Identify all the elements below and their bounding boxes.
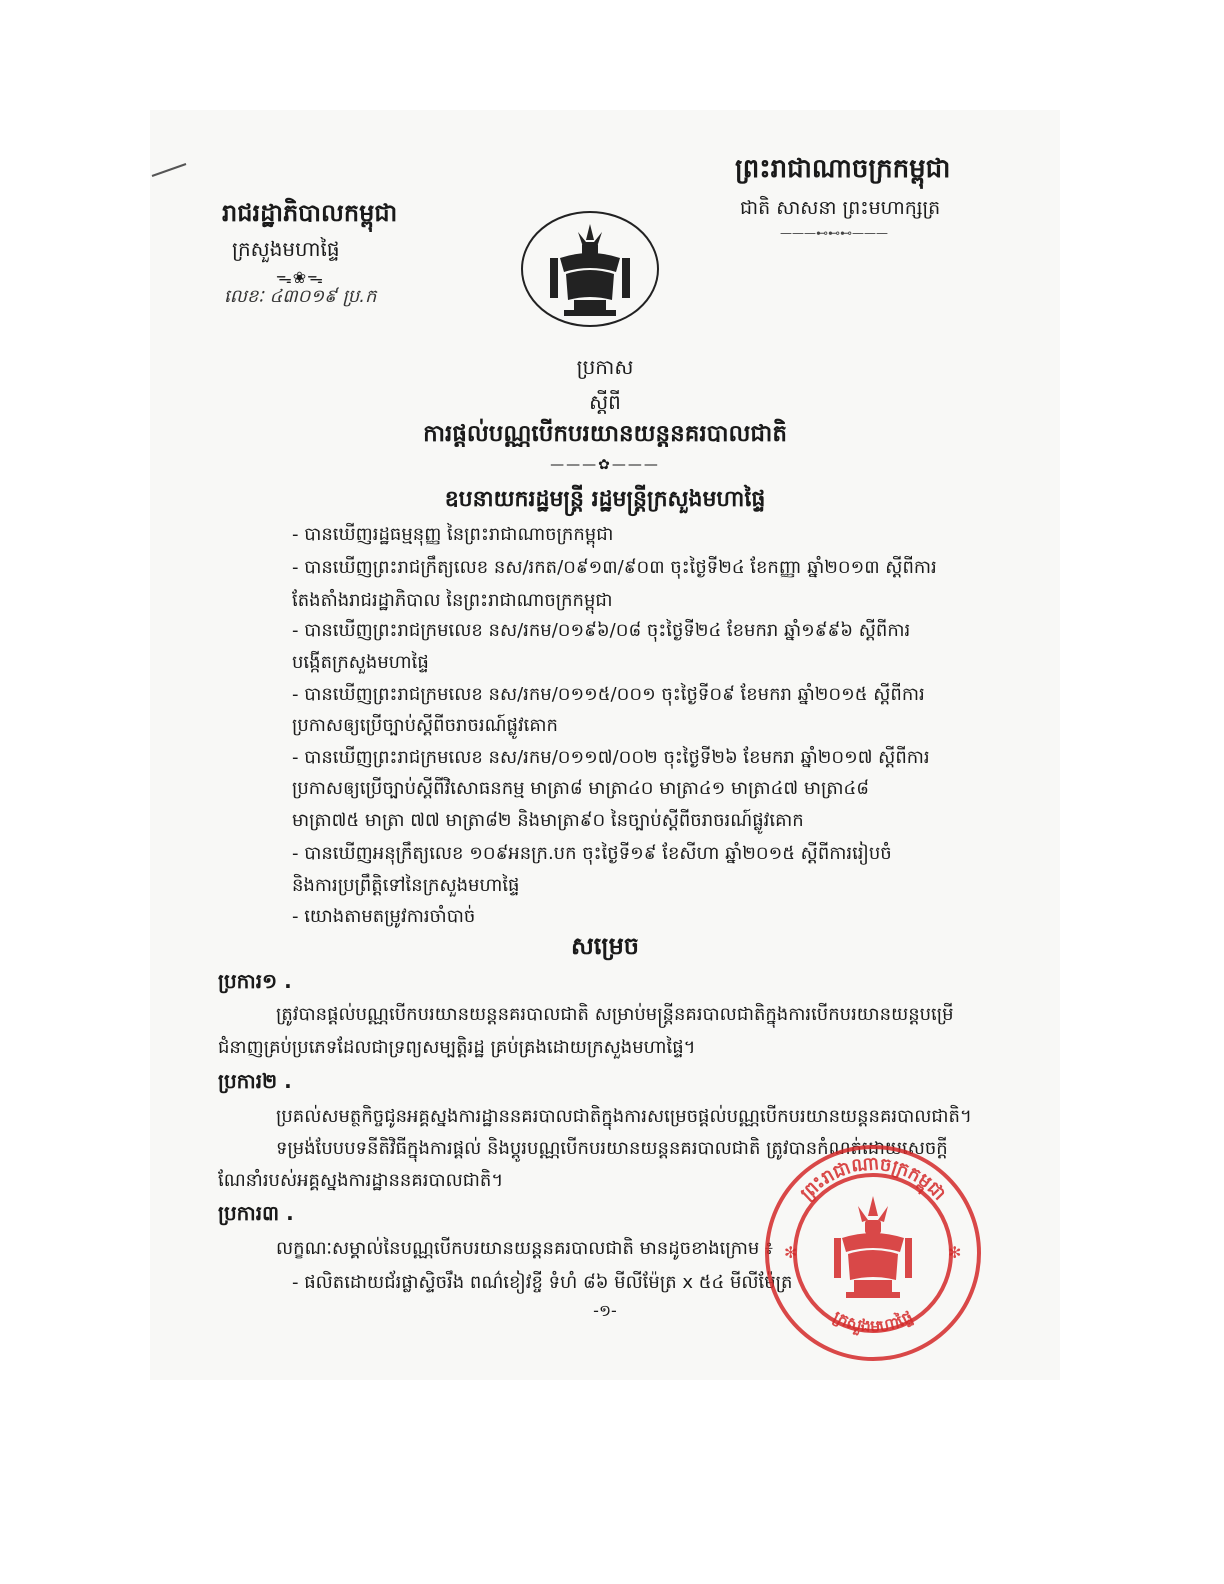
preamble-line: បង្កើតក្រសួងមហាផ្ទៃ bbox=[292, 652, 429, 673]
ministry-ornament: ᯓ❀ᯓ bbox=[276, 268, 324, 287]
preamble-line: - បានឃើញអនុក្រឹត្យលេខ ១០៩អនក្រ.បក ចុះថ្ងៃទី១៩ ខែសីហា ឆ្នាំ២០១៥ ស្តីពីការរៀបចំ bbox=[292, 843, 892, 864]
preamble-line: - បានឃើញព្រះរាជក្រមលេខ នស/រកម/០១១៥/០០១ ចុះថ្ងៃទី០៩ ខែមករា ឆ្នាំ២០១៥ ស្តីពីការ bbox=[292, 684, 925, 705]
ministry-emblem-icon bbox=[520, 210, 660, 328]
document-subject: ការផ្តល់បណ្ណបើកបរយានយន្តនគរបាលជាតិ bbox=[423, 421, 787, 447]
decision-heading: សម្រេច bbox=[570, 932, 640, 960]
svg-text:✻: ✻ bbox=[784, 1243, 798, 1262]
article-line: លក្ខណៈសម្គាល់នៃបណ្ណបើកបរយានយន្តនគរបាលជាតិ មានដូចខាងក្រោម ៖ bbox=[276, 1238, 773, 1259]
ministry-name: ក្រសួងមហាផ្ទៃ bbox=[232, 237, 340, 261]
article-line: ទម្រង់បែបបទនីតិវិធីក្នុងការផ្តល់ និងប្តូរបណ្ណបើកបរយានយន្តនគរបាលជាតិ ត្រូវបានកំណត់ដោយសេចក្តី bbox=[276, 1138, 948, 1159]
reference-number: លេខៈ ៤៣០១៩ ប្រ.ក bbox=[224, 286, 377, 307]
preamble-line: - យោងតាមតម្រូវការចាំបាច់ bbox=[292, 906, 476, 927]
national-motto: ជាតិ សាសនា ព្រះមហាក្សត្រ bbox=[740, 197, 941, 219]
official-stamp bbox=[762, 1142, 984, 1364]
preamble-line: និងការប្រព្រឹត្តិទៅនៃក្រសួងមហាផ្ទៃ bbox=[292, 875, 520, 896]
minister-title: ឧបនាយករដ្ឋមន្ត្រី រដ្ឋមន្ត្រីក្រសួងមហាផ្ទៃ bbox=[444, 487, 766, 512]
preamble-line: - បានឃើញរដ្ឋធម្មនុញ្ញ នៃព្រះរាជាណាចក្រកម្ពុជា bbox=[292, 524, 614, 545]
stamp-bottom-text: ក្រសួងមហាផ្ទៃ bbox=[830, 1306, 916, 1336]
svg-text:ក្រសួងមហាផ្ទៃ bbox=[830, 1306, 916, 1337]
article-line: ជំនាញគ្រប់ប្រភេទដែលជាទ្រព្យសម្បត្តិរដ្ឋ គ្រប់គ្រងដោយក្រសួងមហាផ្ទៃ។ bbox=[218, 1037, 696, 1058]
preamble-line: មាត្រា៧៥ មាត្រា ៧៧ មាត្រា៨២ និងមាត្រា៩០ នៃច្បាប់ស្តីពីចរាចរណ៍ផ្លូវគោក bbox=[292, 810, 804, 831]
article-line: ត្រូវបានផ្តល់បណ្ណបើកបរយានយន្តនគរបាលជាតិ សម្រាប់មន្ត្រីនគរបាលជាតិក្នុងការបើកបរយានយន្តបម្រើ bbox=[276, 1004, 954, 1025]
preamble-line: - បានឃើញព្រះរាជក្រឹត្យលេខ នស/រកត/០៩១៣/៩០៣ ចុះថ្ងៃទី២៤ ខែកញ្ញា ឆ្នាំ២០១៣ ស្តីពីការ bbox=[292, 557, 937, 578]
article-heading: ប្រការ១ . bbox=[218, 969, 292, 993]
svg-text:✻: ✻ bbox=[948, 1243, 962, 1262]
document-type: ប្រកាស bbox=[576, 355, 634, 379]
preamble-line: ប្រកាសឲ្យប្រើច្បាប់ស្តីពីវិសោធនកម្ម មាត្រា៨ មាត្រា៤០ មាត្រា៤១ មាត្រា៤៧ មាត្រា៤៨ bbox=[292, 778, 869, 799]
government-title: រាជរដ្ឋាភិបាលកម្ពុជា bbox=[222, 199, 398, 227]
motto-ornament: ———⊷⊷⊷——— bbox=[780, 226, 888, 240]
preamble-line: តែងតាំងរាជរដ្ឋាភិបាល នៃព្រះរាជាណាចក្រកម្ពុជា bbox=[292, 590, 613, 611]
pen-mark bbox=[150, 160, 190, 180]
preamble-line: - បានឃើញព្រះរាជក្រមលេខ នស/រកម/០១៩៦/០៨ ចុះថ្ងៃទី២៤ ខែមករា ឆ្នាំ១៩៩៦ ស្តីពីការ bbox=[292, 620, 911, 641]
article-heading: ប្រការ៣ . bbox=[218, 1201, 294, 1225]
preamble-line: ប្រកាសឲ្យប្រើច្បាប់ស្តីពីចរាចរណ៍ផ្លូវគោក bbox=[292, 715, 558, 736]
article-line: ប្រគល់សមត្ថកិច្ចជូនអគ្គស្នងការដ្ឋាននគរបាលជាតិក្នុងការសម្រេចផ្តល់បណ្ណបើកបរយានយន្តនគរបាលជាតិ។ bbox=[276, 1106, 972, 1127]
preamble-line: - បានឃើញព្រះរាជក្រមលេខ នស/រកម/០១១៧/០០២ ចុះថ្ងៃទី២៦ ខែមករា ឆ្នាំ២០១៧ ស្តីពីការ bbox=[292, 747, 930, 768]
document-about: ស្តីពី bbox=[589, 390, 621, 414]
stamp-top-text: ព្រះរាជាណាចក្រកម្ពុជា bbox=[796, 1153, 950, 1205]
kingdom-title: ព្រះរាជាណាចក្រកម្ពុជា bbox=[735, 154, 951, 184]
title-ornament: ———✿——— bbox=[550, 457, 660, 473]
article-line: - ផលិតដោយជ័រផ្លាស្ទិចរឹង ពណ៌ខៀវខ្ចី ទំហំ ៨៦ មីលីម៉ែត្រ x ៥៤ មីលីម៉ែត្រ bbox=[292, 1272, 793, 1293]
article-heading: ប្រការ២ . bbox=[218, 1069, 292, 1093]
page-number: -១- bbox=[593, 1301, 617, 1320]
article-line: ណែនាំរបស់អគ្គស្នងការដ្ឋាននគរបាលជាតិ។ bbox=[218, 1170, 504, 1191]
